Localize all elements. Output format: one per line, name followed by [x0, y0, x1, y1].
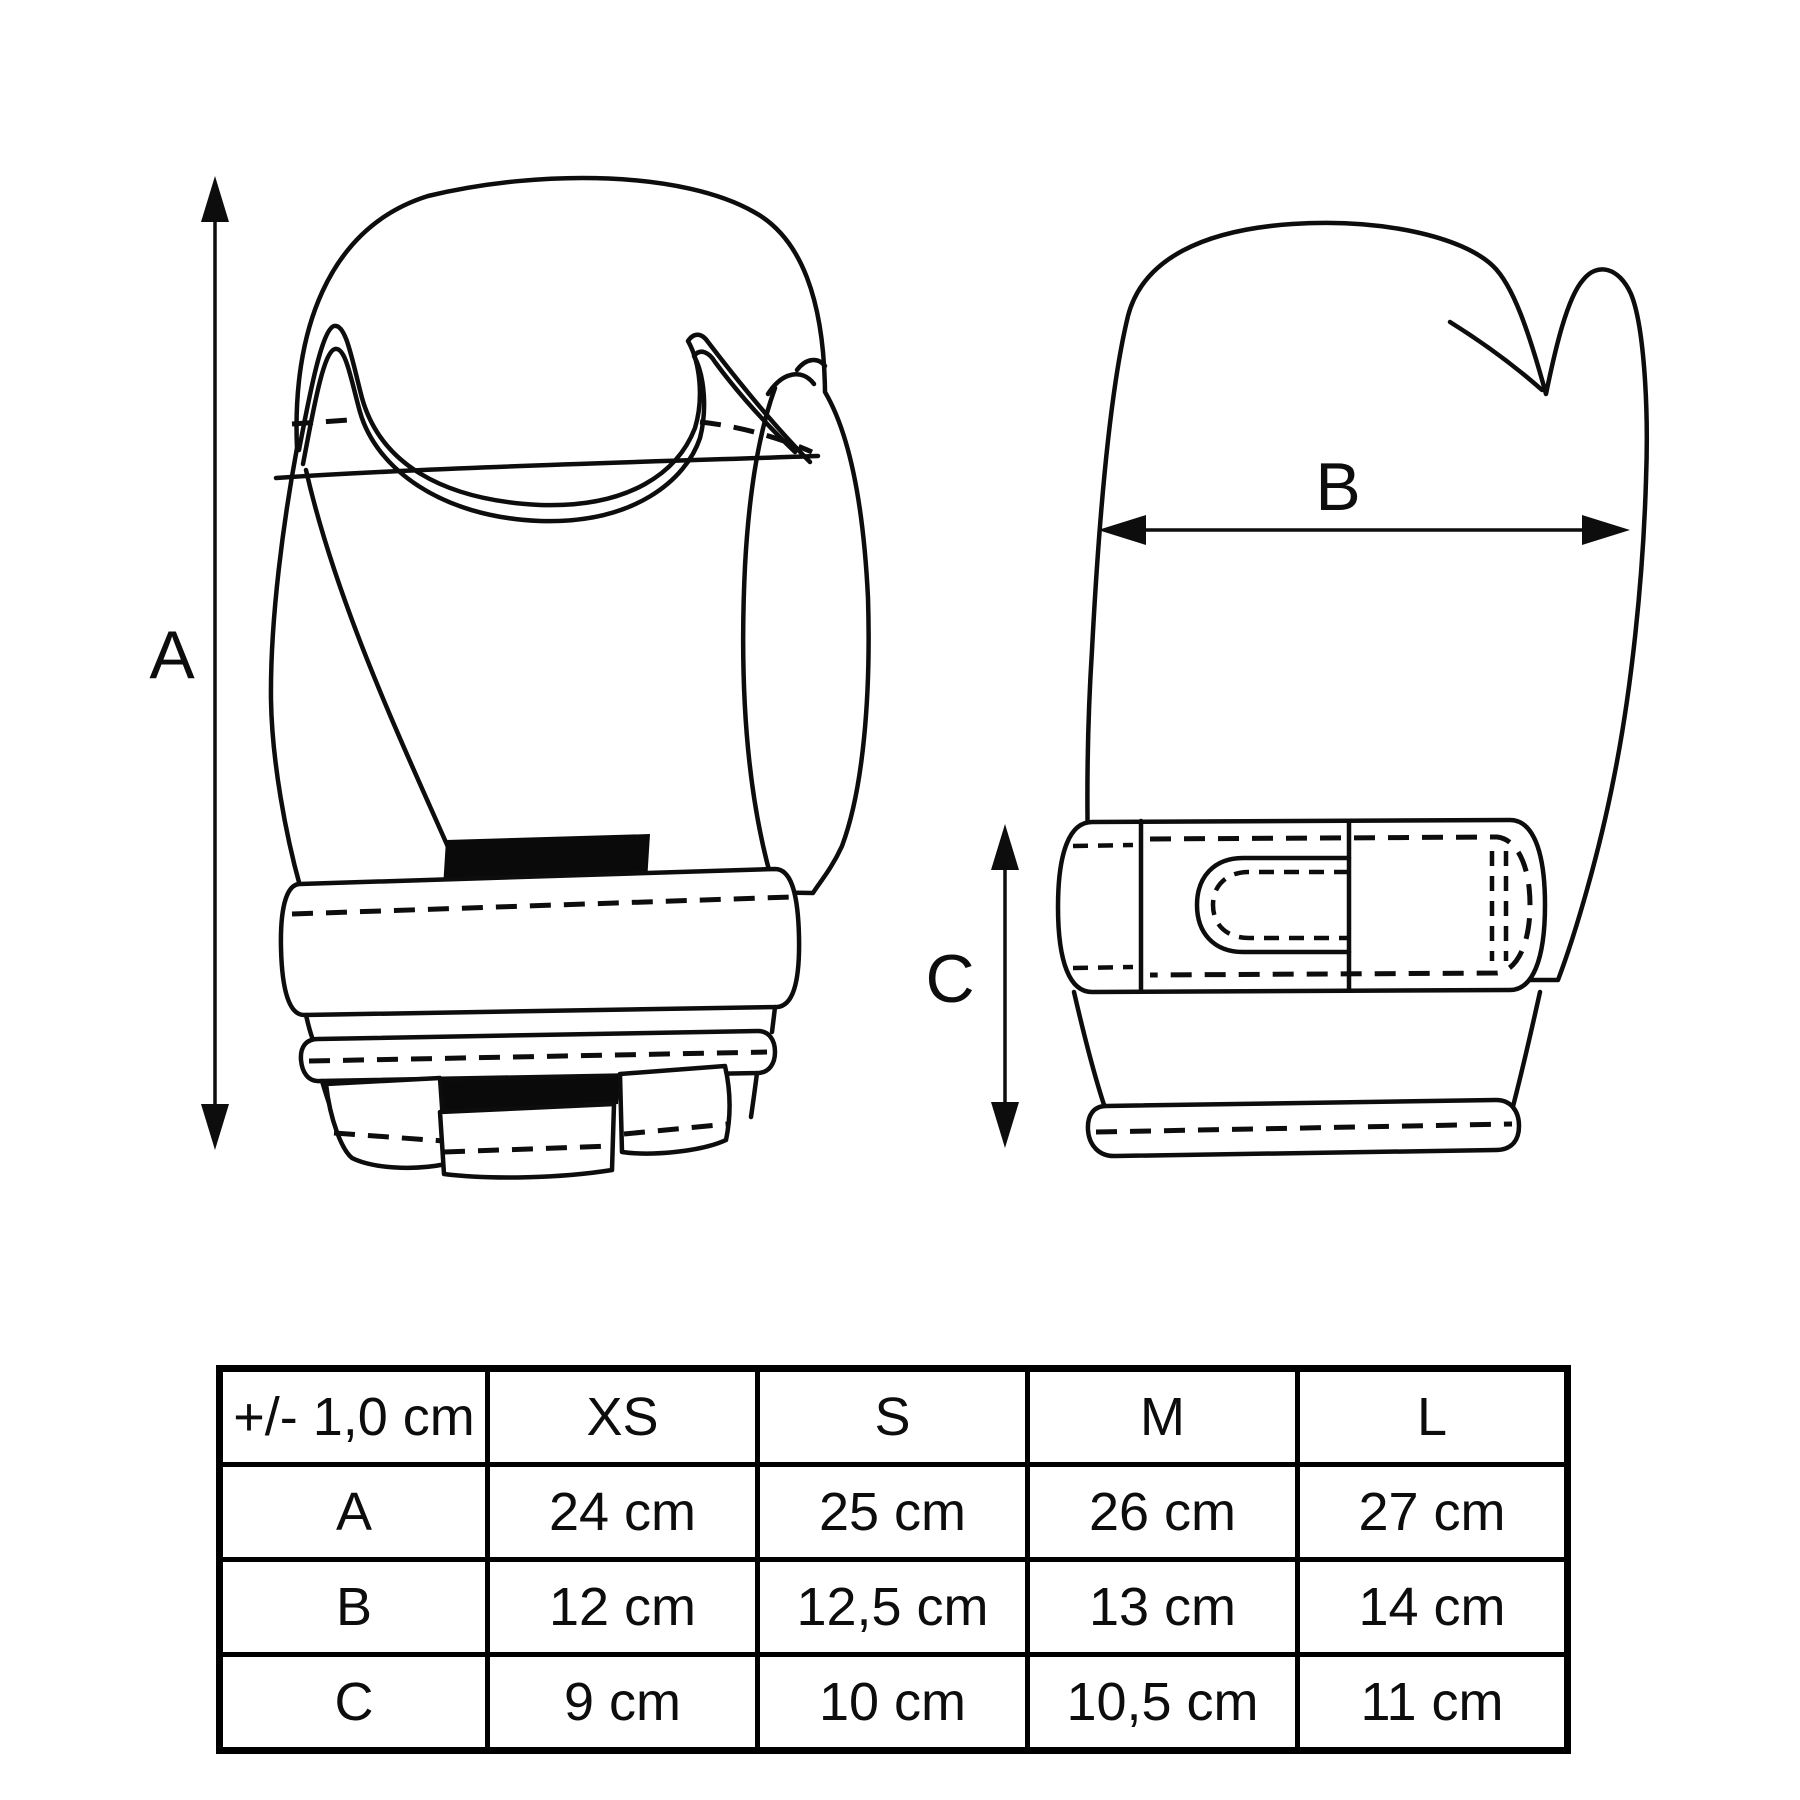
size-header-xs: XS [488, 1369, 758, 1465]
tolerance-cell: +/- 1,0 cm [220, 1369, 488, 1465]
size-value-cell: 24 cm [488, 1465, 758, 1560]
size-value-cell: 12,5 cm [758, 1560, 1028, 1655]
hem-piece-middle [440, 1104, 614, 1177]
hem-piece-right [620, 1066, 730, 1154]
dimension-row-label: B [220, 1560, 488, 1655]
dimension-row-label: C [220, 1655, 488, 1751]
size-table [216, 1365, 1571, 1754]
size-header-m: M [1028, 1369, 1298, 1465]
cuff-edge-right [751, 1073, 757, 1117]
dimension-row-label: A [220, 1465, 488, 1560]
body-edge-left [306, 1015, 313, 1040]
size-header-l: L [1298, 1369, 1568, 1465]
size-table-row-a [220, 1465, 1568, 1560]
size-value-cell: 10 cm [758, 1655, 1028, 1751]
glove-side-view [1058, 223, 1647, 1156]
size-value-cell: 25 cm [758, 1465, 1028, 1560]
dimension-label-b: B [1315, 449, 1361, 525]
size-value-cell: 13 cm [1028, 1560, 1298, 1655]
size-value-cell: 14 cm [1298, 1560, 1568, 1655]
size-value-cell: 9 cm [488, 1655, 758, 1751]
size-value-cell: 12 cm [488, 1560, 758, 1655]
strap-tab-stitch-top [1073, 845, 1133, 846]
size-value-cell: 11 cm [1298, 1655, 1568, 1751]
strap-tab-stitch-bottom [1073, 967, 1133, 968]
size-table-row-c [220, 1655, 1568, 1751]
size-value-cell: 27 cm [1298, 1465, 1568, 1560]
size-table-header-row [220, 1369, 1568, 1465]
front-wrist-strap [281, 869, 799, 1015]
size-value-cell: 10,5 cm [1028, 1655, 1298, 1751]
body-edge-right [772, 1007, 775, 1032]
dimension-label-a: A [149, 617, 195, 693]
size-header-s: S [758, 1369, 1028, 1465]
hem-piece-left [326, 1078, 446, 1168]
dimension-arrow-a [149, 176, 229, 1150]
size-table-row-b [220, 1560, 1568, 1655]
dimension-arrow-c [925, 824, 1019, 1148]
glove-front-view [271, 178, 869, 1178]
dimension-label-c: C [925, 941, 975, 1017]
glove-front-body [271, 178, 869, 893]
size-value-cell: 26 cm [1028, 1465, 1298, 1560]
